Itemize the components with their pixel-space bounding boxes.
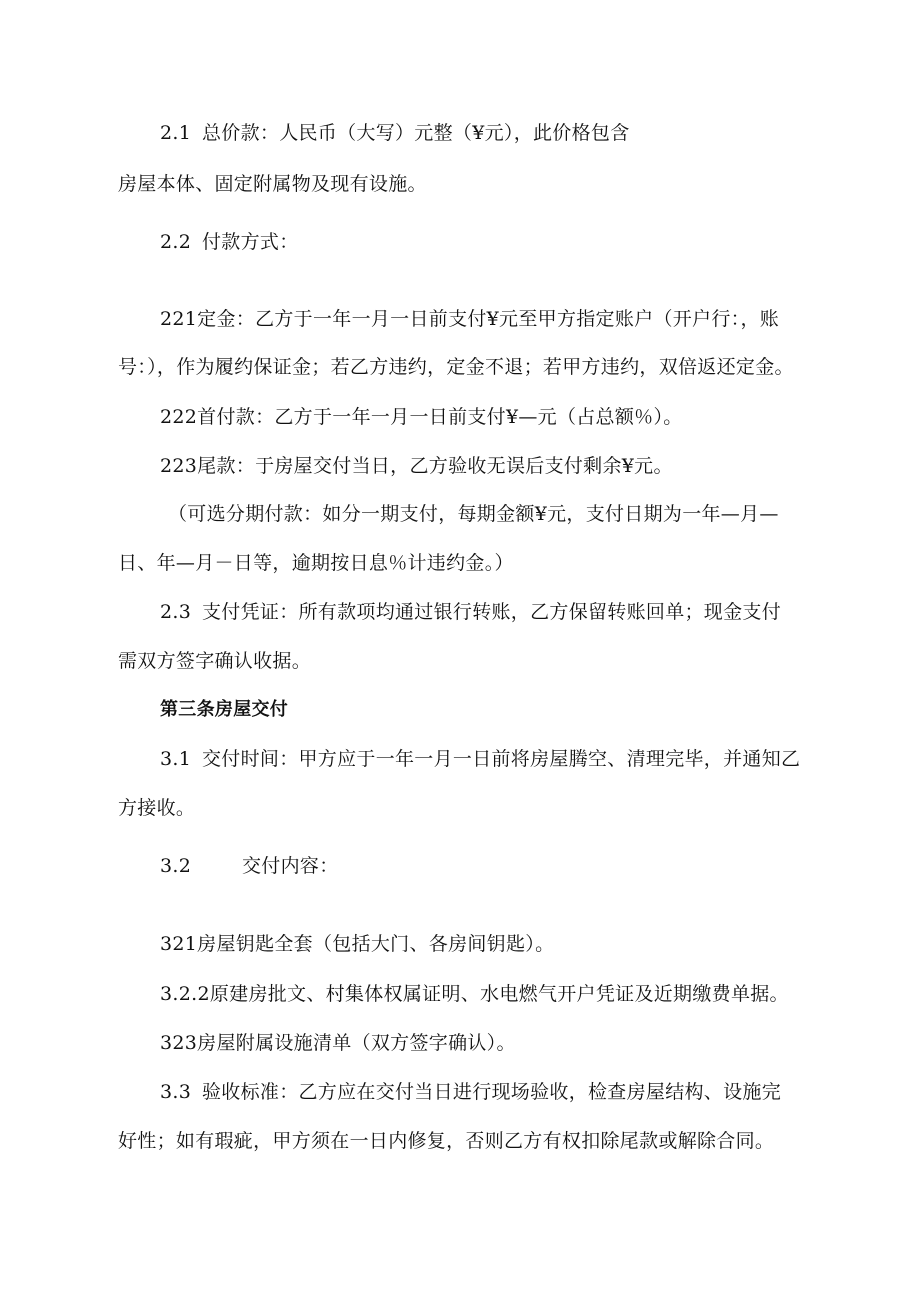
- clause-3-1-line-1: [160, 746, 800, 772]
- clause-3-2-1: 321房屋钥匙全套（包括大门、各房间钥匙）。: [160, 933, 555, 955]
- clause-text: 总价款：人民币（大写）元整（¥元），此价格包含: [202, 122, 630, 144]
- clause-number: 3.3: [160, 1081, 192, 1103]
- installment-line-2: 日、年—月－日等，逾期按日息％计违约金。）: [118, 552, 514, 574]
- clause-text: 付款方式：: [202, 231, 299, 253]
- clause-3-3-line-2: 好性；如有瑕疵，甲方须在一日内修复，否则乙方有权扣除尾款或解除合同。: [118, 1130, 775, 1152]
- clause-2-1-line-2: 房屋本体、固定附属物及现有设施。: [118, 173, 427, 195]
- clause-2-2-3: 223尾款：于房屋交付当日，乙方验收无误后支付剩余¥元。: [160, 455, 673, 477]
- article-3-heading: 第三条房屋交付: [160, 699, 289, 720]
- clause-text: 验收标准：乙方应在交付当日进行现场验收，检查房屋结构、设施完: [202, 1081, 782, 1103]
- clause-2-2-1-line-2: 号：），作为履约保证金；若乙方违约，定金不退；若甲方违约，双倍返还定金。: [118, 356, 794, 378]
- clause-number: 2.3: [160, 601, 192, 623]
- clause-text: 交付时间：甲方应于一年一月一日前将房屋腾空、清理完毕，并通知乙: [202, 748, 801, 770]
- clause-number: 3.2: [160, 855, 192, 877]
- clause-number: 2.1: [160, 122, 192, 144]
- clause-2-2: [160, 229, 299, 255]
- clause-3-2: [160, 853, 339, 879]
- clause-2-1-line-1: [160, 120, 630, 146]
- clause-2-2-2: 222首付款：乙方于一年一月一日前支付¥—元（占总额％）。: [160, 406, 683, 428]
- clause-2-2-1-line-1: 221定金：乙方于一年一月一日前支付¥元至甲方指定账户（开户行：，账: [160, 308, 780, 330]
- clause-text: 支付凭证：所有款项均通过银行转账，乙方保留转账回单；现金支付: [202, 601, 782, 623]
- clause-text: 交付内容：: [242, 855, 339, 877]
- clause-3-2-2: 3.2.2原建房批文、村集体权属证明、水电燃气开户凭证及近期缴费单据。: [160, 983, 789, 1005]
- clause-2-3-line-2: 需双方签字确认收据。: [118, 650, 312, 672]
- clause-2-3-line-1: [160, 599, 781, 625]
- clause-number: 2.2: [160, 231, 192, 253]
- clause-3-2-3: 323房屋附属设施清单（双方签字确认）。: [160, 1032, 516, 1054]
- installment-line-1: （可选分期付款：如分一期支付，每期金额¥元，支付日期为一年—月—: [168, 503, 779, 525]
- clause-3-1-line-2: 方接收。: [118, 797, 196, 819]
- clause-number: 3.1: [160, 748, 192, 770]
- clause-3-3-line-1: [160, 1079, 781, 1105]
